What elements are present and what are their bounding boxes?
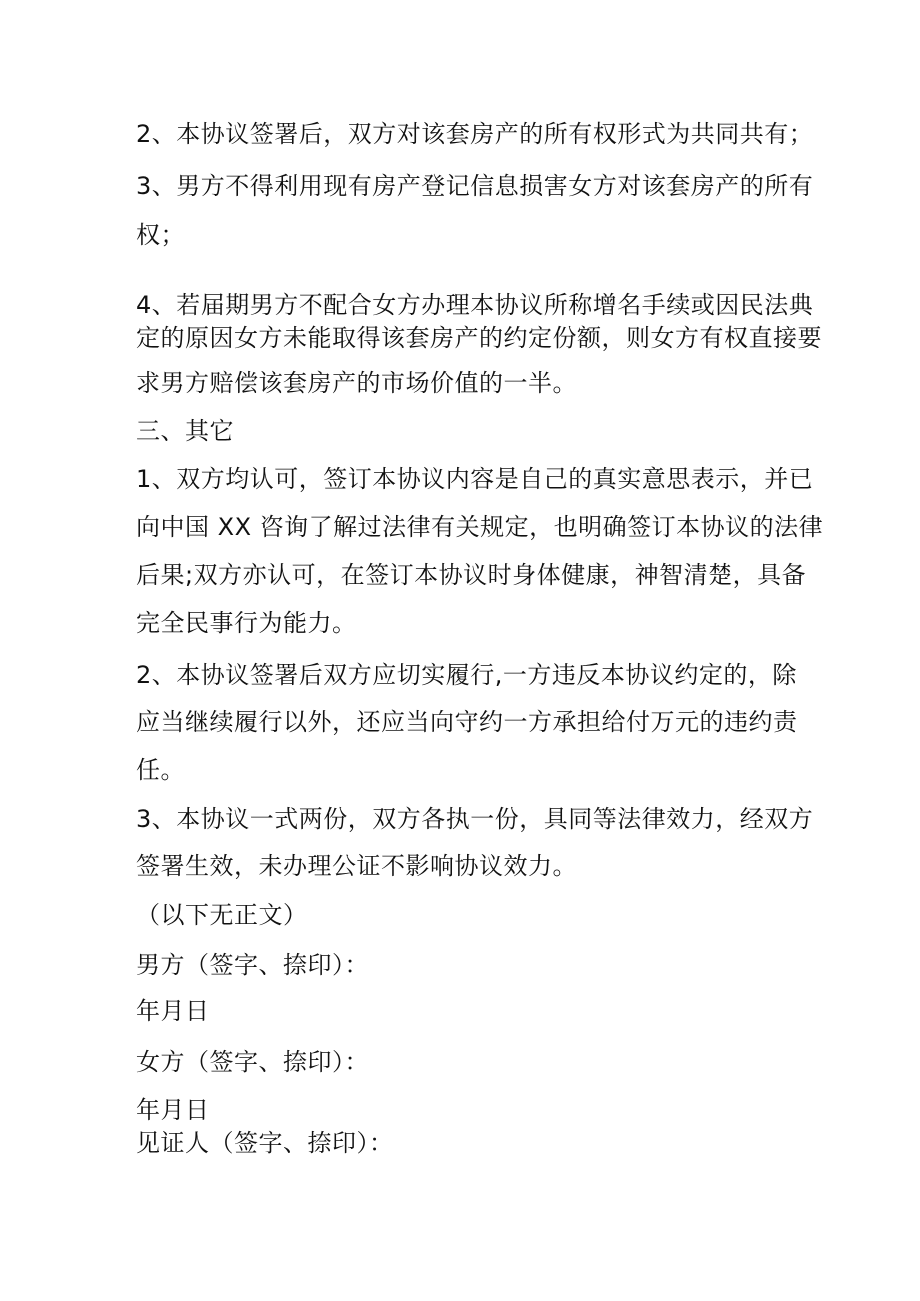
text-line: 求男方赔偿该套房产的市场价值的一半。 <box>136 369 577 397</box>
end-of-text-note: （以下无正文） <box>136 901 308 929</box>
text-line: 定的原因女方未能取得该套房产的约定份额，则女方有权直接要 <box>136 324 822 352</box>
witness-signature-label: 见证人（签字、捺印）： <box>136 1129 394 1157</box>
text-line: 3、本协议一式两份，双方各执一份，具同等法律效力，经双方 <box>136 805 814 833</box>
date-label: 年月日 <box>136 997 210 1025</box>
text-line: 3、男方不得利用现有房产登记信息损害女方对该套房产的所有 <box>136 172 814 200</box>
text-line: 4、若届期男方不配合女方办理本协议所称增名手续或因民法典 <box>136 291 814 319</box>
text-line: 权； <box>136 221 185 249</box>
date-label: 年月日 <box>136 1096 210 1124</box>
text-line: 向中国 XX 咨询了解过法律有关规定，也明确签订本协议的法律 <box>136 513 824 541</box>
text-line: 签署生效，未办理公证不影响协议效力。 <box>136 852 577 880</box>
text-line: 任。 <box>136 756 185 784</box>
female-signature-label: 女方（签字、捺印）： <box>136 1048 369 1076</box>
text-line: 完全民事行为能力。 <box>136 609 357 637</box>
male-signature-label: 男方（签字、捺印）： <box>136 951 369 979</box>
text-line: 1、双方均认可，签订本协议内容是自己的真实意思表示，并已 <box>136 465 814 493</box>
section-heading: 三、其它 <box>136 417 234 445</box>
text-line: 2、本协议签署后，双方对该套房产的所有权形式为共同共有； <box>136 120 814 148</box>
text-line: 2、本协议签署后双方应切实履行,一方违反本协议约定的，除 <box>136 661 797 689</box>
text-line: 应当继续履行以外，还应当向守约一方承担给付万元的违约责 <box>136 708 798 736</box>
text-line: 后果;双方亦认可，在签订本协议时身体健康，神智清楚，具备 <box>136 561 807 589</box>
